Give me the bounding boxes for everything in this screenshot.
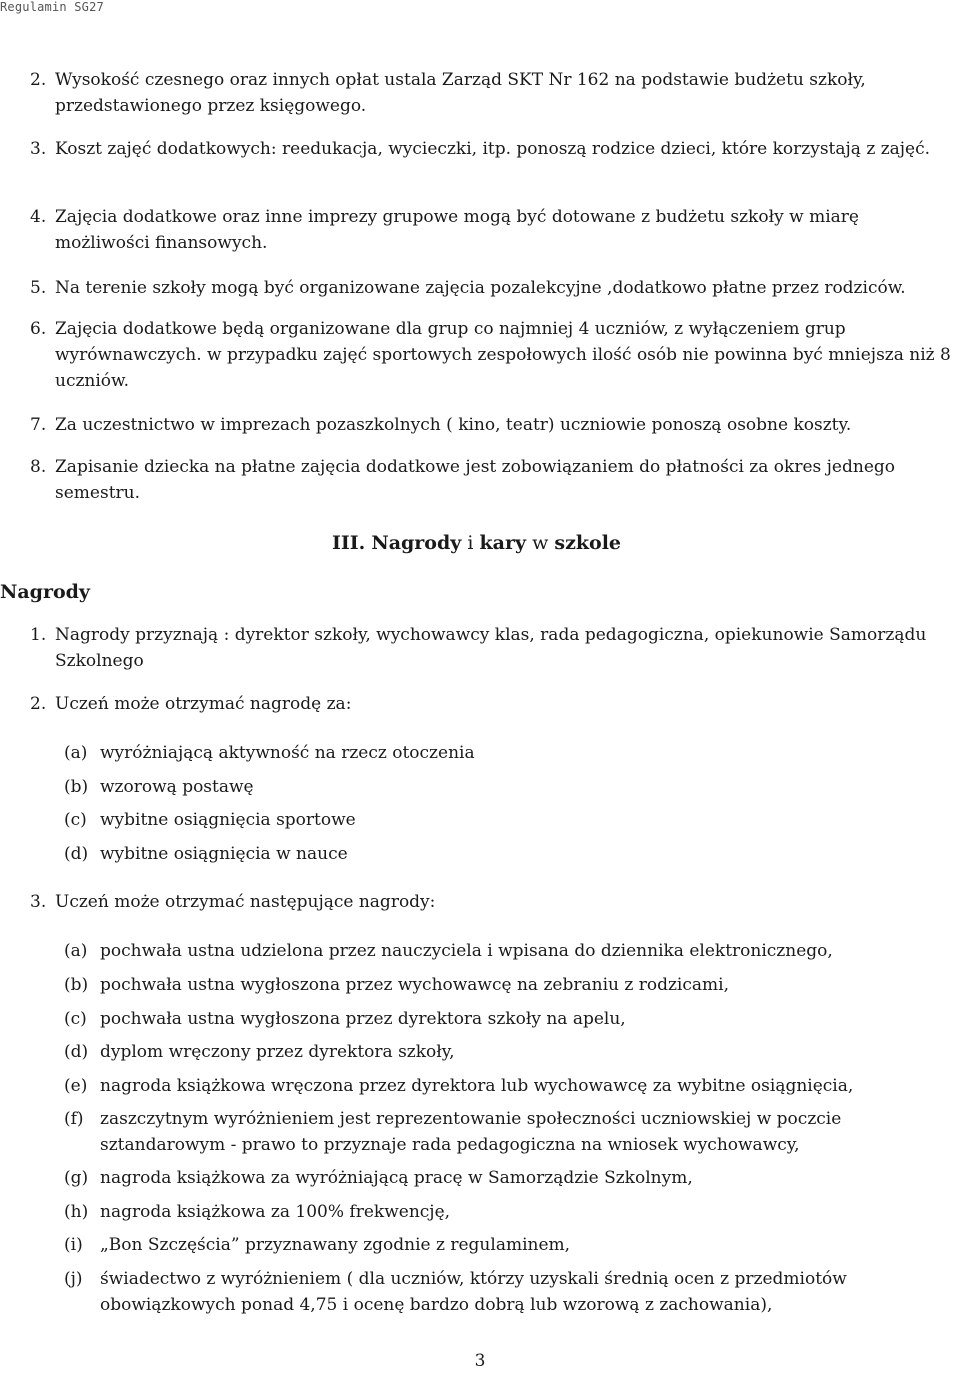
sublist-text: wzorową postawę — [100, 777, 254, 797]
sublist-label: (g) — [64, 1168, 89, 1188]
sublist-label: (a) — [64, 743, 88, 763]
sublist-label: (e) — [64, 1076, 88, 1096]
running-header: Regulamin SG27 — [0, 0, 104, 14]
list-item — [30, 204, 960, 256]
sublist-text: zaszczytnym wyróżnieniem jest reprezentowanie społeczności uczniowskiej w poczcie sztandarowym - prawo to przyznaje rada pedagogiczna na wniosek wychowawcy, — [100, 1109, 842, 1155]
sublist-item — [64, 1006, 960, 1032]
sublist-item — [64, 1232, 960, 1258]
sublist-text: wybitne osiągnięcia w nauce — [100, 844, 348, 864]
sublist-text: nagroda książkowa za 100% frekwencję, — [100, 1202, 451, 1222]
item-number: 3. — [30, 139, 47, 159]
sublist-item — [64, 774, 960, 800]
sublist-item — [64, 1039, 960, 1065]
sublist-text: wyróżniającą aktywność na rzecz otoczenia — [100, 743, 475, 763]
sublist-text: nagroda książkowa wręczona przez dyrektora lub wychowawcę za wybitne osiągnięcia, — [100, 1076, 854, 1096]
section-title — [332, 529, 621, 557]
section-word-i: i — [467, 532, 474, 554]
list-item — [30, 889, 960, 915]
sublist-label: (i) — [64, 1235, 83, 1255]
item-text: Zajęcia dodatkowe będą organizowane dla grup co najmniej 4 uczniów, z wyłączeniem grup wyrównawczych. w przypadku zajęć sportowych zespołowych ilość osób nie powinna być mniejsza niż 8 uczniów. — [55, 319, 951, 391]
item-text: Zapisanie dziecka na płatne zajęcia dodatkowe jest zobowiązaniem do płatności za okres jednego semestru. — [55, 457, 895, 503]
list-item — [30, 67, 960, 119]
sublist-label: (d) — [64, 1042, 89, 1062]
sublist-label: (j) — [64, 1269, 83, 1289]
page-number: 3 — [474, 1351, 486, 1371]
list-item — [30, 691, 960, 717]
sublist-label: (a) — [64, 941, 88, 961]
sublist-text: pochwała ustna wygłoszona przez wychowawcę na zebraniu z rodzicami, — [100, 975, 729, 995]
item-number: 4. — [30, 207, 47, 227]
sublist-item — [64, 841, 960, 867]
sublist-item — [64, 1266, 960, 1318]
section-word-w: w — [532, 532, 549, 554]
item-text: Nagrody przyznają : dyrektor szkoły, wychowawcy klas, rada pedagogiczna, opiekunowie Samorządu Szkolnego — [55, 625, 927, 671]
list-item — [30, 136, 960, 162]
sublist-item — [64, 1106, 960, 1158]
item-text: Na terenie szkoły mogą być organizowane zajęcia pozalekcyjne ,dodatkowo płatne przez rodziców. — [55, 278, 906, 298]
item-number: 1. — [30, 625, 47, 645]
subheading: Nagrody — [0, 581, 90, 603]
list-item — [30, 275, 960, 301]
list-item — [30, 412, 960, 438]
item-number: 3. — [30, 892, 47, 912]
section-word-nagrody: Nagrody — [371, 532, 462, 554]
sublist-label: (d) — [64, 844, 89, 864]
item-number: 6. — [30, 319, 47, 339]
item-text: Zajęcia dodatkowe oraz inne imprezy grupowe mogą być dotowane z budżetu szkoły w miarę możliwości finansowych. — [55, 207, 859, 253]
sublist-item — [64, 1199, 960, 1225]
sublist-label: (f) — [64, 1109, 84, 1129]
section-word-kary: kary — [479, 532, 527, 554]
list-item — [30, 622, 960, 674]
sublist-text: „Bon Szczęścia” przyznawany zgodnie z regulaminem, — [100, 1235, 571, 1255]
sublist-item — [64, 807, 960, 833]
section-roman: III. — [332, 532, 366, 554]
item-text: Uczeń może otrzymać nagrodę za: — [55, 694, 352, 714]
sublist-text: pochwała ustna udzielona przez nauczyciela i wpisana do dziennika elektronicznego, — [100, 941, 833, 961]
list-item — [30, 454, 960, 506]
item-number: 5. — [30, 278, 47, 298]
sublist-item — [64, 938, 960, 964]
sublist-item — [64, 740, 960, 766]
sublist-text: pochwała ustna wygłoszona przez dyrektora szkoły na apelu, — [100, 1009, 626, 1029]
list-item — [30, 316, 960, 394]
sublist-label: (b) — [64, 975, 89, 995]
section-word-szkole: szkole — [554, 532, 622, 554]
sublist-label: (b) — [64, 777, 89, 797]
item-text: Za uczestnictwo w imprezach pozaszkolnych ( kino, teatr) uczniowie ponoszą osobne koszty. — [55, 415, 852, 435]
item-text: Wysokość czesnego oraz innych opłat ustala Zarząd SKT Nr 162 na podstawie budżetu szkoły, przedstawionego przez księgowego. — [55, 70, 866, 116]
sublist-text: wybitne osiągnięcia sportowe — [100, 810, 356, 830]
item-text: Uczeń może otrzymać następujące nagrody: — [55, 892, 436, 912]
item-number: 2. — [30, 70, 47, 90]
item-number: 8. — [30, 457, 47, 477]
item-number: 2. — [30, 694, 47, 714]
sublist-text: świadectwo z wyróżnieniem ( dla uczniów, którzy uzyskali średnią ocen z przedmiotów obowiązkowych ponad 4,75 i ocenę bardzo dobrą lub wzorową z zachowania), — [100, 1269, 847, 1315]
sublist-text: nagroda książkowa za wyróżniającą pracę w Samorządzie Szkolnym, — [100, 1168, 693, 1188]
sublist-text: dyplom wręczony przez dyrektora szkoły, — [100, 1042, 455, 1062]
sublist-item — [64, 1165, 960, 1191]
sublist-item — [64, 972, 960, 998]
sublist-label: (h) — [64, 1202, 89, 1222]
sublist-item — [64, 1073, 960, 1099]
item-text: Koszt zajęć dodatkowych: reedukacja, wycieczki, itp. ponoszą rodzice dzieci, które korzystają z zajęć. — [55, 139, 931, 159]
item-number: 7. — [30, 415, 47, 435]
sublist-label: (c) — [64, 1009, 87, 1029]
sublist-label: (c) — [64, 810, 87, 830]
